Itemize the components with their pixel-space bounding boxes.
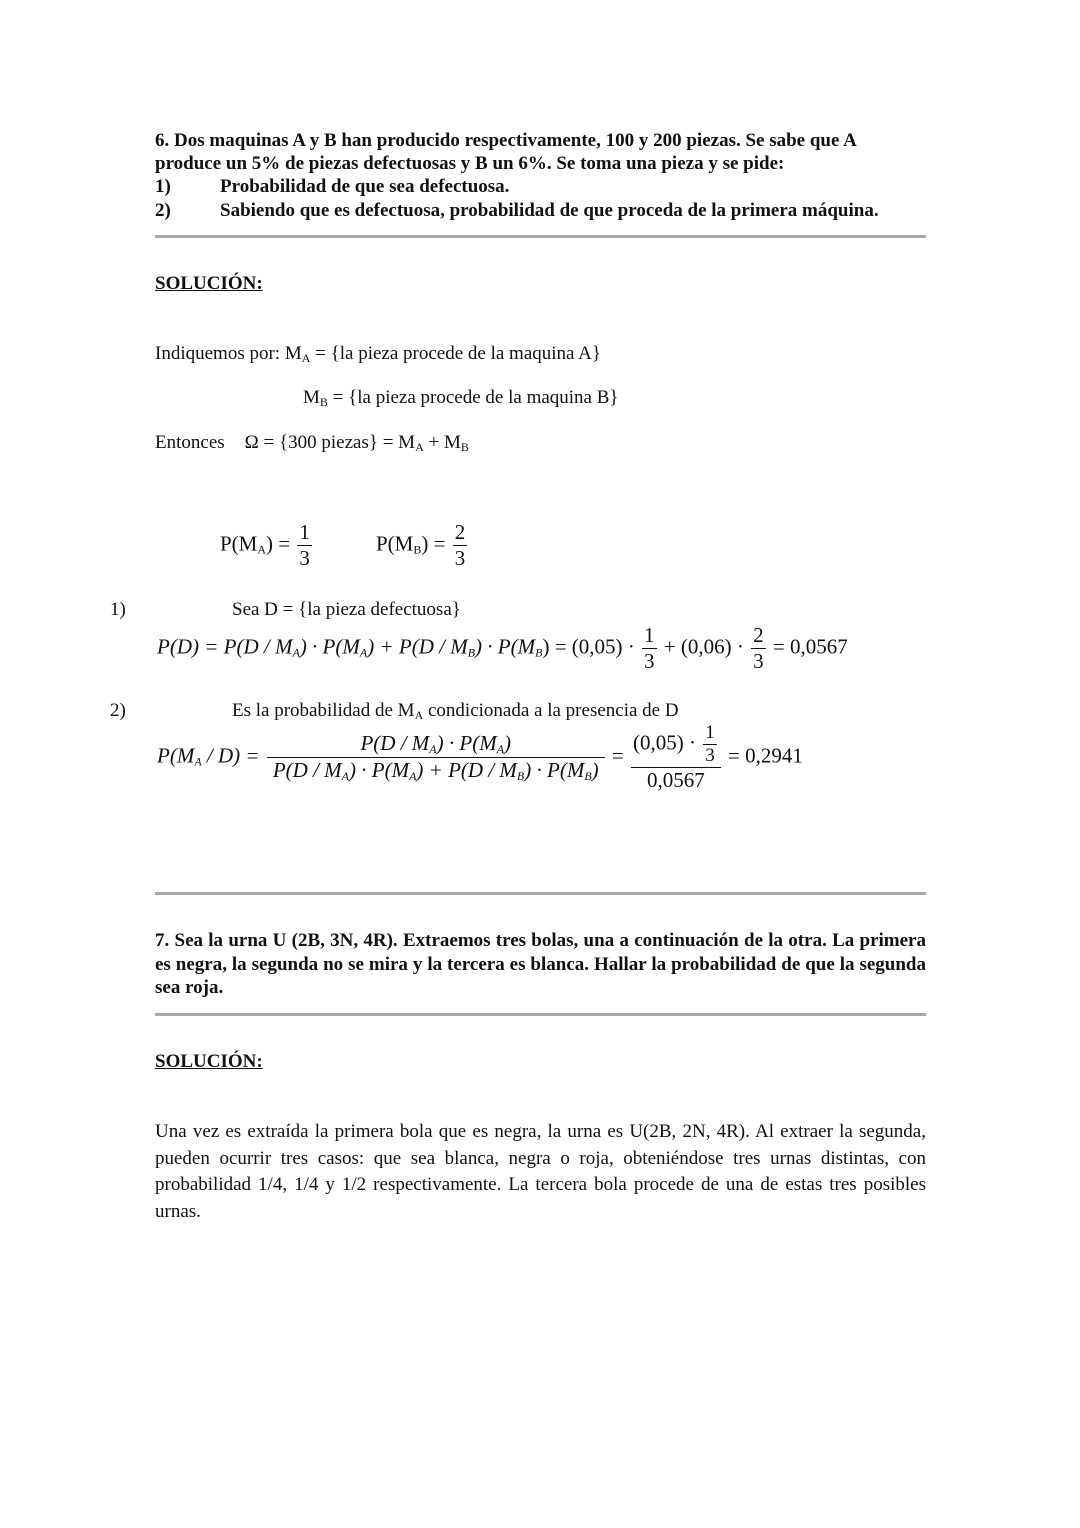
part-1-text: Sea D = {la pieza defectuosa} <box>232 599 461 620</box>
definition-mb: $M_B = \{la$ pieza procede de la maquina B} <box>303 387 619 409</box>
equation-bayes: $P(M_A / D)$ = $\frac{P(D / M_A) \cdot P(M_A)}{P(D / M_A) \cdot P(M_A) + P(D / M_B) \cdot P(M_B)}$ = (0,05) · $\frac{1}{3}$ 0,0567 = 0,2941 <box>157 722 803 792</box>
solution-6-heading: SOLUCIÓN: <box>155 273 263 294</box>
divider-1 <box>155 235 926 238</box>
part-1-number: 1) <box>110 599 126 620</box>
prob-ma: $P(M_A)$ = $\frac{1}{3}$ <box>220 520 310 570</box>
solution-7-heading: SOLUCIÓN: <box>155 1051 263 1072</box>
solution-7-paragraph: Una vez es extraída la primera bola que es negra, la urna es U(2B, 2N, 4R). Al extraer la segunda, pueden ocurrir tres casos: que sea blanca, negra o roja, obteniéndose tres urnas distintas, con probabilidad 1/4, 1/4 y 1/2 respectivamente. La tercera bola procede de una de estas tres posibles urnas. <box>155 1121 926 1222</box>
part-2-text: Es la probabilidad de $M_A$ condicionada a la presencia de D <box>232 700 679 722</box>
problem-6-q2-text: Sabiendo que es defectuosa, probabilidad de que proceda de la primera máquina. <box>220 200 879 221</box>
divider-2 <box>155 892 926 895</box>
divider-3 <box>155 1013 926 1016</box>
omega-definition: Entonces Ω = {300 piezas} = $M_A + M_B$ <box>155 432 469 454</box>
equation-total-probability: $P(D) = P(D / M_A) \cdot P(M_A) + P(D / M_B) \cdot P(M_B) = (0,05)$ · $\frac{1}{3}$ + (0,06) · $\frac{2}{3}$ = 0,0567 <box>157 623 848 673</box>
problem-6-line-2: produce un 5% de piezas defectuosas y B un 6%. Se toma una pieza y se pide: <box>155 153 785 174</box>
problem-6-q2-number: 2) <box>155 200 171 221</box>
prob-mb: $P(M_B)$ = $\frac{2}{3}$ <box>376 520 466 570</box>
problem-6-q1-text: Probabilidad de que sea defectuosa. <box>220 176 510 197</box>
definition-ma: Indiquemos por: $M_A = \{la$ pieza procede de la maquina A} <box>155 343 602 365</box>
problem-7-statement: 7. Sea la urna U (2B, 3N, 4R). Extraemos tres bolas, una a continuación de la otra. La primera es negra, la segunda no se mira y la tercera es blanca. Hallar la probabilidad de que la segunda sea roja. <box>155 930 926 998</box>
part-2-number: 2) <box>110 700 126 721</box>
problem-6-line-1: 6. Dos maquinas A y B han producido respectivamente, 100 y 200 piezas. Se sabe que A <box>155 130 857 151</box>
problem-6-q1-number: 1) <box>155 176 171 197</box>
